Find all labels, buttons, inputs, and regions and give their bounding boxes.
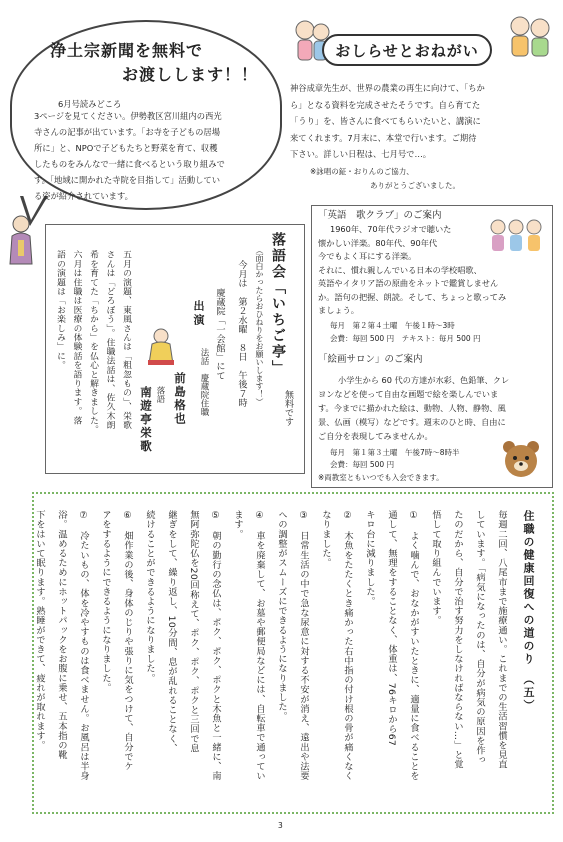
page-number: 3 <box>278 821 283 830</box>
english-club-title: 「英語 歌クラブ」のご案内 <box>318 210 442 221</box>
singers-icon <box>486 215 546 255</box>
rakugo-performer-icon <box>146 326 176 366</box>
club-note: ※両教室ともいつでも入会できます。 <box>318 473 444 482</box>
art-schedule: 毎月 第１第３土曜 午後7時～8時半 <box>330 448 460 457</box>
art-salon-title: 「絵画サロン」のご案内 <box>318 354 423 365</box>
rakugo-name-1: 前島格也 <box>173 372 187 426</box>
newspaper-title-2: お渡しします！！ <box>122 65 259 84</box>
announcement-title: おしらせとおねがい <box>322 34 492 66</box>
bear-icon <box>497 435 545 483</box>
english-schedule: 毎月 第２第４土曜 午後１時～3時 <box>330 321 455 330</box>
newspaper-subtitle: 6月号読みどころ <box>58 99 122 109</box>
rakugo-role-2: 落語 <box>155 386 165 403</box>
kids-icon <box>506 12 554 62</box>
health-title: 住職の健康回復への道のり （五） <box>522 510 535 713</box>
rakugo-role-1: 法話 慶蔵院住職 <box>199 348 209 416</box>
rakugo-donation: （面白かったらおひねりをお願いします！） <box>255 246 264 406</box>
newspaper-body: 3ページを見てください。伊勢教区宮川組内の西光 寺さんの記事が出ています。「お寺を子どもの居場 所に」と、NPOで子どもたちと野菜を育て、収穫 したものをみんなで一緒に食べるという取り組みで す。「地域に開かれた寺院を目指して」活動してい る姿が紹介されています。 <box>34 111 225 201</box>
rakugo-free: 無料です <box>283 390 293 426</box>
monk-icon <box>6 214 36 266</box>
art-fee: 会費：毎回 500 円 <box>330 460 395 469</box>
rakugo-name-2: 南遊亭栄歌 <box>139 386 153 454</box>
thanks-line-1: ※詠唱の鉦・おりんのご協力、 <box>310 167 414 176</box>
english-club-body: 1960年、70年代ラジオで聴いた 懐かしい洋楽。80年代、90年代 今でもよく耳にする洋楽。 それに、慣れ親しんでいる日本の学校唱歌、 英語やイタリア語の原曲をネットで鑑賞しません か。語句の把握、朗読。そして、ちょっと歌ってみ ましょう。 <box>318 224 507 315</box>
rakugo-venue: 慶蔵院「一会館」にて <box>214 288 225 380</box>
health-body: 毎週二回、八尾市まで施療通い。これまでの生活習慣を見直 しています。「病気になったのは、自分が病気の原因を作っ たのだから、自分で治す努力をしなければならない…」と覚 悟して取り組んでいます。 ① よく噛んで、おなかがすいたときに、適量に食べることを 通して、無理をすることなく、体重は、76キロから67 キロ台に減りました。 ② 木魚をたたくとき痛かった右中指の付け根の骨が痛くなく なりました。 ③ 日常生活の中で急な尿意に対する不安が消え、遠出や法要 への調整がスムーズにできるようになりました。 ④ 車を廃棄して、お墓や郵便局などには、自転車で通ってい ます。 ⑤ 朝の勤行の念仏は、ポク、ポク、ポクと木魚と一緒に、南 無阿弥陀仏を20回称えて、ポク、ポク、ポクと三回で息 継ぎをして、繰り返し、10分間、息が乱れることなく、 続けることができるようになりました。 ⑥ 畑作業の後、身体のじりや張りに気をつけて、自分でケ アをするようにできるようになりました。 ⑦ 冷たいもの、体を冷やすものは食べません。お風呂は半身 浴。温めるためにホットパックをお腹に乗せ、五本指の靴 下をはいて眠ります。熟睡ができて、疲れが取れます。 <box>34 510 507 781</box>
announcement-body: 神谷成章先生が、世界の農業の再生に向けて、「ちか ら」となる資料を完成させたそうです。自ら育てた 「うり」を、皆さんに食べてもらいたいと、講演に 来てくれます。7月末に、本堂で行います。ご期待 下さい。詳しい日程は、七月号で…。 <box>290 83 485 159</box>
rakugo-body: 五月の演題、東風さんは「粗忽もの」、栄歌 さんは「どろぼう」。住職法話は、佐久木朗 希を育てた「ちから」を仏心と解きました。 六月は住職は医療の体験話を語ります。落 語の演題は「お楽しみ」に。 <box>55 250 131 434</box>
rakugo-date: 今月は 第２水曜 ８日 午後７時 <box>236 260 247 408</box>
newspaper-title-1: 浄土宗新聞を無料で <box>50 41 204 60</box>
rakugo-performer-label: 出演 <box>192 300 205 328</box>
thanks-line-2: ありがとうございました。 <box>370 181 460 190</box>
rakugo-title: 落語会「いちご亭」 <box>270 232 286 376</box>
art-salon-body: 小学生から 60 代の方達が水彩、色鉛筆、クレ ヨンなどを使って自由な画題で絵を楽しんでいま す。今までに描かれた絵は、動物、人物、静物、風 景、仏画（模写）などです。週末のひと時、自由に ご自分を表現してみませんか。 <box>318 375 510 441</box>
english-fee: 会費：毎回 500 円 テキスト：毎月 500 円 <box>330 334 481 343</box>
